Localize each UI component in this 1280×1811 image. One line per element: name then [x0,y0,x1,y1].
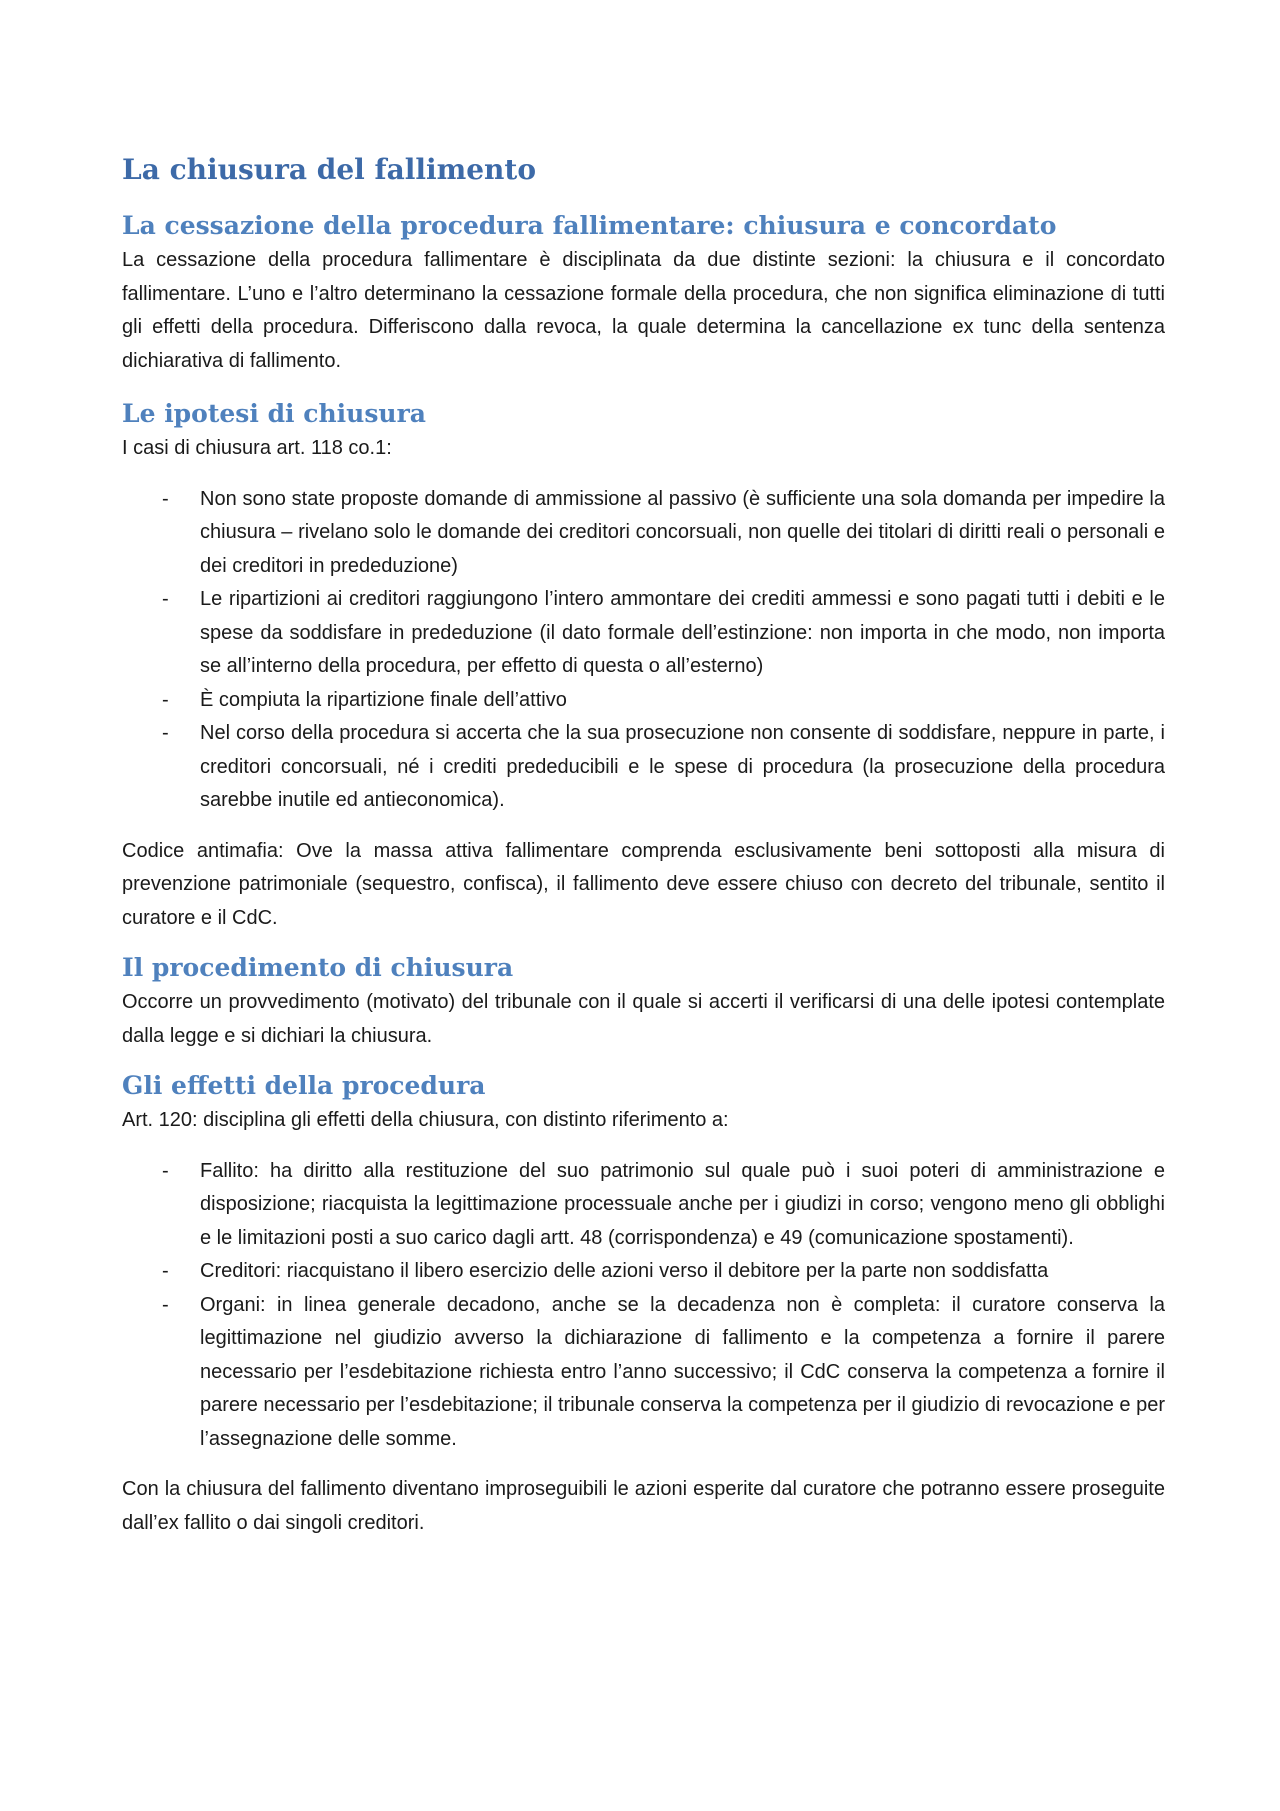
section-cessazione [122,208,1165,378]
bullet-list [122,483,1165,818]
list-item [122,1289,1165,1457]
paragraph-outro: Codice antimafia: Ove la massa attiva fallimentare comprenda esclusivamente beni sottoposti alla misura di prevenzione patrimoniale (sequestro, confisca), il fallimento deve essere chiuso con decreto del tribunale, sentito il curatore e il CdC. [122,839,1165,929]
bullet-list [122,1155,1165,1457]
list-item-text: Organi: in linea generale decadono, anche se la decadenza non è completa: il curatore conserva la legittimazione nel giudizio avverso la dichiarazione di fallimento e la competenza a fornire il parere necessario per l’esdebitazione richiesta entro l’anno successivo; il CdC conserva la competenza a fornire il parere necessario per l’esdebitazione; il tribunale conserva la competenza per il giudizio di revocazione e per l’assegnazione delle somme. [200,1293,1165,1450]
list-item-text: Creditori: riacquistano il libero esercizio delle azioni verso il debitore per la parte non soddisfatta [200,1260,1049,1282]
paragraph-outro: Con la chiusura del fallimento diventano improseguibili le azioni esperite dal curatore che potranno essere proseguite dall’ex fallito o dai singoli creditori. [122,1478,1165,1534]
page-title: La chiusura del fallimento [122,153,537,186]
section-heading: Il procedimento di chiusura [122,953,514,982]
list-item [122,717,1165,818]
list-item-text: Fallito: ha diritto alla restituzione del suo patrimonio sul quale può i suoi poteri di amministrazione e disposizione; riacquista la legittimazione processuale anche per i giudizi in corso; vengono meno gli obblighi e le limitazioni posti a suo carico dagli artt. 48 (corrispondenza) e 49 (comunicazione spostamenti). [200,1159,1165,1249]
list-item [122,1255,1165,1289]
list-item-text: Nel corso della procedura si accerta che la sua prosecuzione non consente di soddisfare, neppure in parte, i creditori concorsuali, né i crediti prededucibili e le spese di procedura (la prosecuzione della procedura sarebbe inutile ed antieconomica). [200,722,1165,811]
list-item-text: Le ripartizioni ai creditori raggiungono l’intero ammontare dei crediti ammessi e sono pagati tutti i debiti e le spese da soddisfare in prededuzione (il dato formale dell’estinzione: non importa in che modo, non importa se all’interno della procedura, per effetto di questa o all’esterno) [200,588,1165,677]
list-item-text: Non sono state proposte domande di ammissione al passivo (è sufficiente una sola domanda per impedire la chiusura – rivelano solo le domande dei creditori concorsuali, non quelle dei titolari di diritti reali o personali e dei creditori in prededuzione) [200,487,1165,577]
list-item-text: È compiuta la ripartizione finale dell’attivo [200,688,567,711]
dash-marker: - [162,487,169,510]
section-heading: Gli effetti della procedura [122,1071,486,1100]
paragraph: La cessazione della procedura fallimentare è disciplinata da due distinte sezioni: la chiusura e il concordato fallimentare. L’uno e l’altro determinano la cessazione formale della procedura, che non significa eliminazione di tutti gli effetti della procedura. Differiscono dalla revoca, la quale determina la cancellazione ex tunc della sentenza dichiarativa di fallimento. [122,249,1165,372]
paragraph-intro: Art. 120: disciplina gli effetti della chiusura, con distinto riferimento a: [122,1109,729,1131]
list-item [122,483,1165,584]
section-heading: Le ipotesi di chiusura [122,399,426,428]
section-procedimento [122,950,1165,1053]
paragraph-intro: I casi di chiusura art. 118 co.1: [122,437,392,459]
dash-marker: - [162,588,169,610]
list-item [122,583,1165,684]
paragraph: Occorre un provvedimento (motivato) del tribunale con il quale si accerti il verificarsi di una delle ipotesi contemplate dalla legge e si dichiari la chiusura. [122,991,1165,1047]
list-item [122,684,1165,718]
dash-marker: - [162,722,169,744]
section-effetti [122,1068,1165,1540]
dash-marker: - [162,1293,169,1316]
document-page [122,150,1165,1554]
section-ipotesi [122,396,1165,935]
dash-marker: - [162,688,169,711]
section-heading: La cessazione della procedura fallimentare: chiusura e concordato [122,211,1057,240]
dash-marker: - [162,1159,169,1182]
list-item [122,1155,1165,1256]
dash-marker: - [162,1260,169,1282]
